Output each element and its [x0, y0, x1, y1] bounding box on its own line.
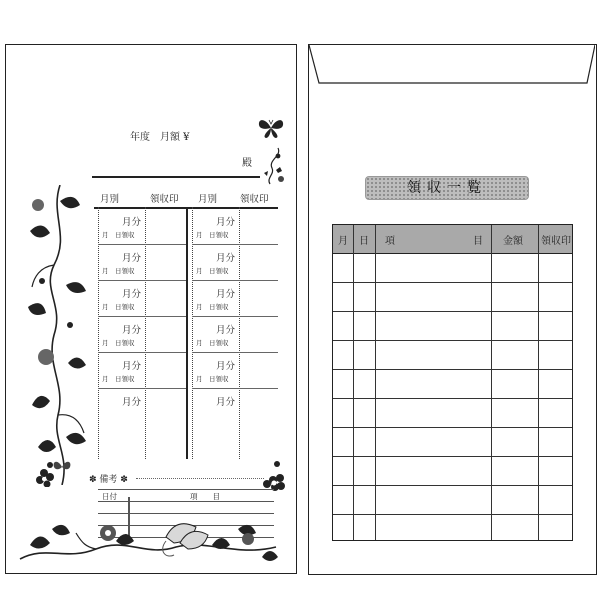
vine-left-icon	[20, 185, 92, 485]
name-line	[92, 176, 260, 178]
month-cell	[98, 281, 186, 317]
ledger-header-item-1: 項	[385, 236, 395, 247]
envelope-back	[308, 44, 597, 575]
receipt-list-title: 領収一覧	[365, 176, 529, 200]
month-label: 月分	[122, 253, 142, 264]
ledger-column-rule	[353, 225, 354, 540]
month-label: 月分	[216, 289, 236, 300]
ledger-column-rule	[538, 225, 539, 540]
ledger-column-rule	[375, 225, 376, 540]
month-cell	[192, 281, 278, 317]
ledger-row-rule	[333, 427, 572, 428]
month-label: 月分	[216, 253, 236, 264]
envelope-front	[5, 44, 297, 574]
header-stamp-1: 領収印	[150, 194, 179, 205]
month-label: 月分	[122, 217, 142, 228]
remarks-item-header: 項 目	[190, 492, 220, 501]
ledger-row-rule	[333, 456, 572, 457]
month-label: 月分	[216, 217, 236, 228]
month-label: 月分	[122, 289, 142, 300]
grid-center-divider	[186, 207, 188, 459]
ledger-row-rule	[333, 398, 572, 399]
date-label: 月 日領収	[102, 375, 135, 383]
month-label: 月分	[122, 361, 142, 372]
ledger-header-day: 日	[359, 236, 369, 247]
ledger-header-item-2: 目	[473, 236, 483, 247]
date-label: 月 日領収	[102, 267, 135, 275]
remarks-date-header: 日付	[102, 492, 117, 501]
remarks-dotted-rule	[136, 478, 264, 479]
month-cell	[192, 353, 278, 389]
month-cell	[98, 209, 186, 245]
month-label: 月分	[216, 397, 236, 408]
ledger-row-rule	[333, 369, 572, 370]
remarks-title: ✽ 備考 ✽	[89, 475, 128, 485]
month-cell	[192, 317, 278, 353]
month-label: 月分	[216, 361, 236, 372]
ledger-row-rule	[333, 514, 572, 515]
month-cell	[192, 209, 278, 245]
ledger-header-stamp: 領収印	[541, 236, 571, 247]
butterfly-icon	[256, 116, 286, 140]
honorific: 殿	[242, 158, 252, 169]
month-cell	[98, 353, 186, 389]
month-cell	[98, 245, 186, 281]
receipt-ledger-table	[332, 224, 573, 541]
envelope-flap	[309, 45, 595, 87]
monthly-receipt-grid	[94, 191, 278, 459]
header-month-2: 月別	[198, 194, 218, 205]
header-month-1: 月別	[100, 194, 120, 205]
month-cell	[192, 389, 278, 425]
ledger-row-rule	[333, 311, 572, 312]
month-cell	[98, 389, 186, 425]
ledger-row-rule	[333, 485, 572, 486]
date-label: 月 日領収	[102, 231, 135, 239]
fiscal-year-label: 年度	[130, 132, 150, 143]
ledger-header-month: 月	[338, 236, 348, 247]
date-label: 月 日領収	[102, 303, 135, 311]
date-label: 月 日領収	[196, 303, 229, 311]
header-stamp-2: 領収印	[240, 194, 269, 205]
date-label: 月 日領収	[196, 267, 229, 275]
ledger-column-rule	[491, 225, 492, 540]
date-label: 月 日領収	[196, 231, 229, 239]
vine-bottom-icon	[16, 485, 288, 565]
monthly-amount-label: 月額 ¥	[160, 132, 190, 143]
ledger-header-amount: 金額	[503, 236, 523, 247]
month-cell	[192, 245, 278, 281]
month-label: 月分	[122, 397, 142, 408]
vine-ornament-icon	[262, 146, 286, 186]
date-label: 月 日領収	[196, 375, 229, 383]
fiscal-year-line	[130, 128, 190, 143]
date-label: 月 日領収	[102, 339, 135, 347]
month-cell	[98, 317, 186, 353]
ledger-row-rule	[333, 340, 572, 341]
month-label: 月分	[216, 325, 236, 336]
month-label: 月分	[122, 325, 142, 336]
date-label: 月 日領収	[196, 339, 229, 347]
butterfly-icon	[32, 455, 78, 487]
ledger-row-rule	[333, 282, 572, 283]
